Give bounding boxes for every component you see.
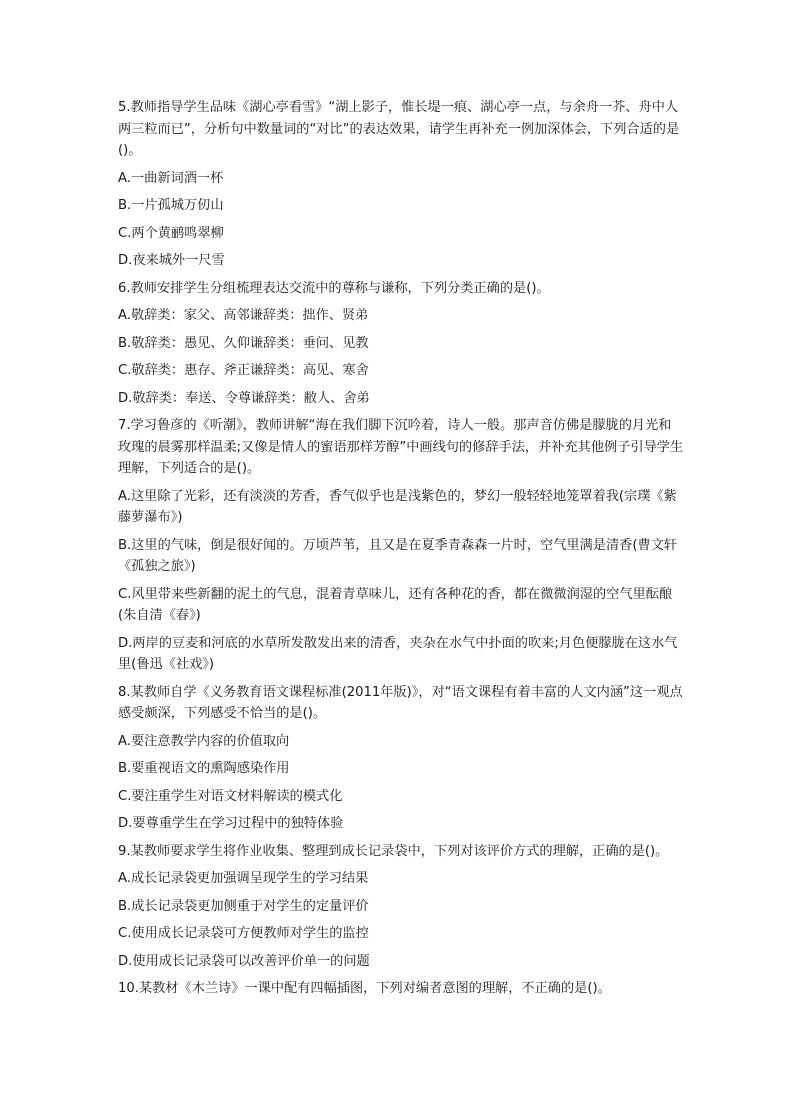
question-stem: 10.某教材《木兰诗》一课中配有四幅插图，下列对编者意图的理解，不正确的是()。 xyxy=(118,981,611,996)
option-b: B.成长记录袋更加侧重于对学生的定量评价 xyxy=(118,898,369,914)
question-5 xyxy=(118,97,684,272)
option-c: C.要注重学生对语文材料解读的模式化 xyxy=(118,788,343,804)
question-6 xyxy=(118,278,684,410)
option-d: D.两岸的豆麦和河底的水草所发散发出来的清香，夹杂在水气中扑面的吹来;月色便朦胧在这水气里(鲁迅《社戏》) xyxy=(118,635,678,672)
document-page xyxy=(118,97,684,1006)
option-a: A.一曲新词酒一杯 xyxy=(118,170,224,186)
question-stem: 8.某教师自学《义务教育语文课程标准(2011年版)》，对“语文课程有着丰富的人文内涵”这一观点感受颇深，下列感受不恰当的是()。 xyxy=(118,684,683,721)
option-a: A.这里除了光彩，还有淡淡的芳香，香气似乎也是浅紫色的，梦幻一般轻轻地笼罩着我(宗璞《紫藤萝瀑布》) xyxy=(118,488,677,525)
option-b: B.一片孤城万仞山 xyxy=(118,198,224,213)
question-9 xyxy=(118,841,684,973)
option-d: D.使用成长记录袋可以改善评价单一的问题 xyxy=(118,953,370,969)
option-c: C.使用成长记录袋可方便教师对学生的监控 xyxy=(118,926,369,941)
option-a: A.要注意教学内容的价值取向 xyxy=(118,733,290,749)
option-a: A.成长记录袋更加强调呈现学生的学习结果 xyxy=(118,871,369,886)
option-c: C.两个黄鹂鸣翠柳 xyxy=(118,225,224,241)
question-stem: 5.教师指导学生品味《湖心亭看雪》“湖上影子，惟长堤一痕、湖心亭一点，与余舟一芥、舟中人两三粒而已”，分析句中数量词的“对比”的表达效果，请学生再补充一例加深体会，下列合适的是()。 xyxy=(118,100,680,158)
option-b: B.要重视语文的熏陶感染作用 xyxy=(118,761,290,776)
question-stem: 7.学习鲁彦的《听潮》，教师讲解“海在我们脚下沉吟着，诗人一般。那声音仿佛是朦胧的月光和玫瑰的晨雾那样温柔;又像是情人的蜜语那样芳醇”中画线句的修辞手法，并补充其他例子引导学生理解，下列适合的是()。 xyxy=(118,418,684,476)
option-d: D.敬辞类：奉送、令尊谦辞类：敝人、舍弟 xyxy=(118,390,370,406)
question-stem: 6.教师安排学生分组梳理表达交流中的尊称与谦称，下列分类正确的是()。 xyxy=(118,280,550,296)
option-d: D.夜来城外一尺雪 xyxy=(118,253,225,268)
option-c: C.风里带来些新翻的泥土的气息，混着青草味儿，还有各种花的香，都在微微润湿的空气里酝酿(朱自清《春》) xyxy=(118,586,673,623)
option-c: C.敬辞类：惠存、斧正谦辞类：高见、寒舍 xyxy=(118,363,369,378)
question-10 xyxy=(118,978,684,1000)
option-a: A.敬辞类：家父、高邻谦辞类：拙作、贤弟 xyxy=(118,308,369,323)
question-stem: 9.某教师要求学生将作业收集、整理到成长记录袋中，下列对该评价方式的理解，正确的是()。 xyxy=(118,843,669,859)
question-8 xyxy=(118,682,684,835)
option-d: D.要尊重学生在学习过程中的独特体验 xyxy=(118,816,344,831)
option-b: B.敬辞类：愚见、久仰谦辞类：垂问、见教 xyxy=(118,335,369,351)
question-7 xyxy=(118,415,684,676)
option-b: B.这里的气味，倒是很好闻的。万顷芦苇，且又是在夏季青森森一片时，空气里满是清香(曹文轩《孤独之旅》) xyxy=(118,537,678,574)
